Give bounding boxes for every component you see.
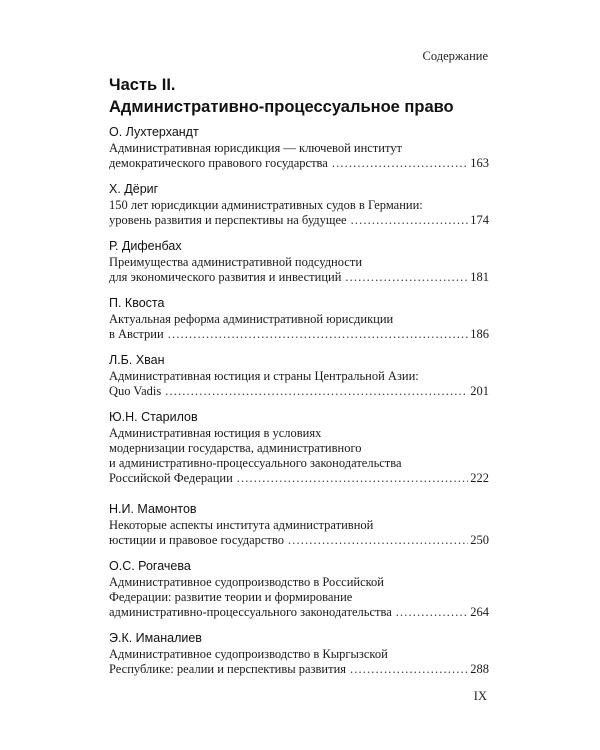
entry-author: О. Лухтерхандт — [109, 125, 199, 139]
dot-leader — [332, 156, 468, 171]
entry-author: П. Квоста — [109, 296, 165, 310]
entry-title-line — [109, 156, 489, 171]
dot-leader — [237, 471, 468, 486]
entry-author: Л.Б. Хван — [109, 353, 165, 367]
entry-title-text: юстиции и правовое государство — [109, 533, 284, 547]
entry-title-text: в Австрии — [109, 327, 164, 341]
entry-title-text: Республике: реалии и перспективы развития — [109, 662, 347, 676]
toc-entry[interactable] — [109, 352, 489, 399]
entry-title-line — [109, 662, 489, 677]
entry-title-line: Федерации: развитие теории и формирование — [109, 590, 353, 604]
entry-title-line: Некоторые аспекты института административной — [109, 518, 374, 532]
entry-page-number: 264 — [470, 605, 489, 619]
entry-page-number: 222 — [470, 471, 489, 485]
entry-title-line — [109, 384, 489, 399]
entry-title-line: Административное судопроизводство в Российской — [109, 575, 384, 589]
toc-entry[interactable] — [109, 295, 489, 342]
dot-leader — [288, 533, 468, 548]
part-title — [109, 74, 509, 118]
page-number: IX — [473, 689, 487, 703]
entry-title-line — [109, 270, 489, 285]
entry-title-line: Преимущества административной подсудности — [109, 255, 363, 269]
part-name: Административно-процессуальное право — [109, 98, 454, 116]
dot-leader — [165, 384, 468, 399]
entry-author: Х. Дёриг — [109, 182, 159, 196]
toc-entry[interactable] — [109, 181, 489, 228]
entry-title-line: Административное судопроизводство в Кыргызской — [109, 647, 388, 661]
dot-leader — [351, 213, 469, 228]
toc-entry[interactable] — [109, 238, 489, 285]
entry-title-line: Актуальная реформа административной юрисдикции — [109, 312, 394, 326]
dot-leader — [168, 327, 469, 342]
entry-page-number: 250 — [470, 533, 489, 547]
entry-author: Ю.Н. Старилов — [109, 410, 198, 424]
entry-author: Р. Дифенбах — [109, 239, 182, 253]
dot-leader — [345, 270, 468, 285]
entry-title-line: и административно-процессуального законодательства — [109, 456, 402, 470]
entry-title-line — [109, 327, 489, 342]
entry-title-line — [109, 605, 489, 620]
entry-title-line: Административная юстиция в условиях — [109, 426, 322, 440]
entry-title-text: Quo Vadis — [109, 384, 162, 398]
entry-page-number: 181 — [470, 270, 489, 284]
entry-title-text: для экономического развития и инвестиций — [109, 270, 342, 284]
entry-page-number: 163 — [470, 156, 489, 170]
running-head: Содержание — [422, 49, 488, 63]
entry-title-line — [109, 533, 489, 548]
entry-title-text: уровень развития и перспективы на будущее — [109, 213, 347, 227]
entry-author: О.С. Рогачева — [109, 559, 191, 573]
entry-title-text: демократического правового государства — [109, 156, 328, 170]
entry-author: Э.К. Иманалиев — [109, 631, 202, 645]
entry-author: Н.И. Мамонтов — [109, 502, 197, 516]
entry-title-line: 150 лет юрисдикции административных судов в Германии: — [109, 198, 423, 212]
toc-entry[interactable] — [109, 501, 489, 548]
entry-title-line: модернизации государства, административного — [109, 441, 362, 455]
toc-entry[interactable] — [109, 124, 489, 171]
toc-entry[interactable] — [109, 409, 489, 486]
toc-entry[interactable] — [109, 558, 489, 620]
entry-page-number: 186 — [470, 327, 489, 341]
entry-page-number: 201 — [470, 384, 489, 398]
toc-entry[interactable] — [109, 630, 489, 677]
dot-leader — [396, 605, 469, 620]
entry-page-number: 174 — [470, 213, 489, 227]
entry-title-text: Российской Федерации — [109, 471, 233, 485]
dot-leader — [350, 662, 468, 677]
entry-page-number: 288 — [470, 662, 489, 676]
entry-title-line: Административная юрисдикция — ключевой институт — [109, 141, 402, 155]
entry-title-line — [109, 213, 489, 228]
entry-title-line: Административная юстиция и страны Центральной Азии: — [109, 369, 419, 383]
entry-title-text: административно-процессуального законодательства — [109, 605, 392, 619]
part-number: Часть II. — [109, 76, 176, 94]
entry-title-line — [109, 471, 489, 486]
